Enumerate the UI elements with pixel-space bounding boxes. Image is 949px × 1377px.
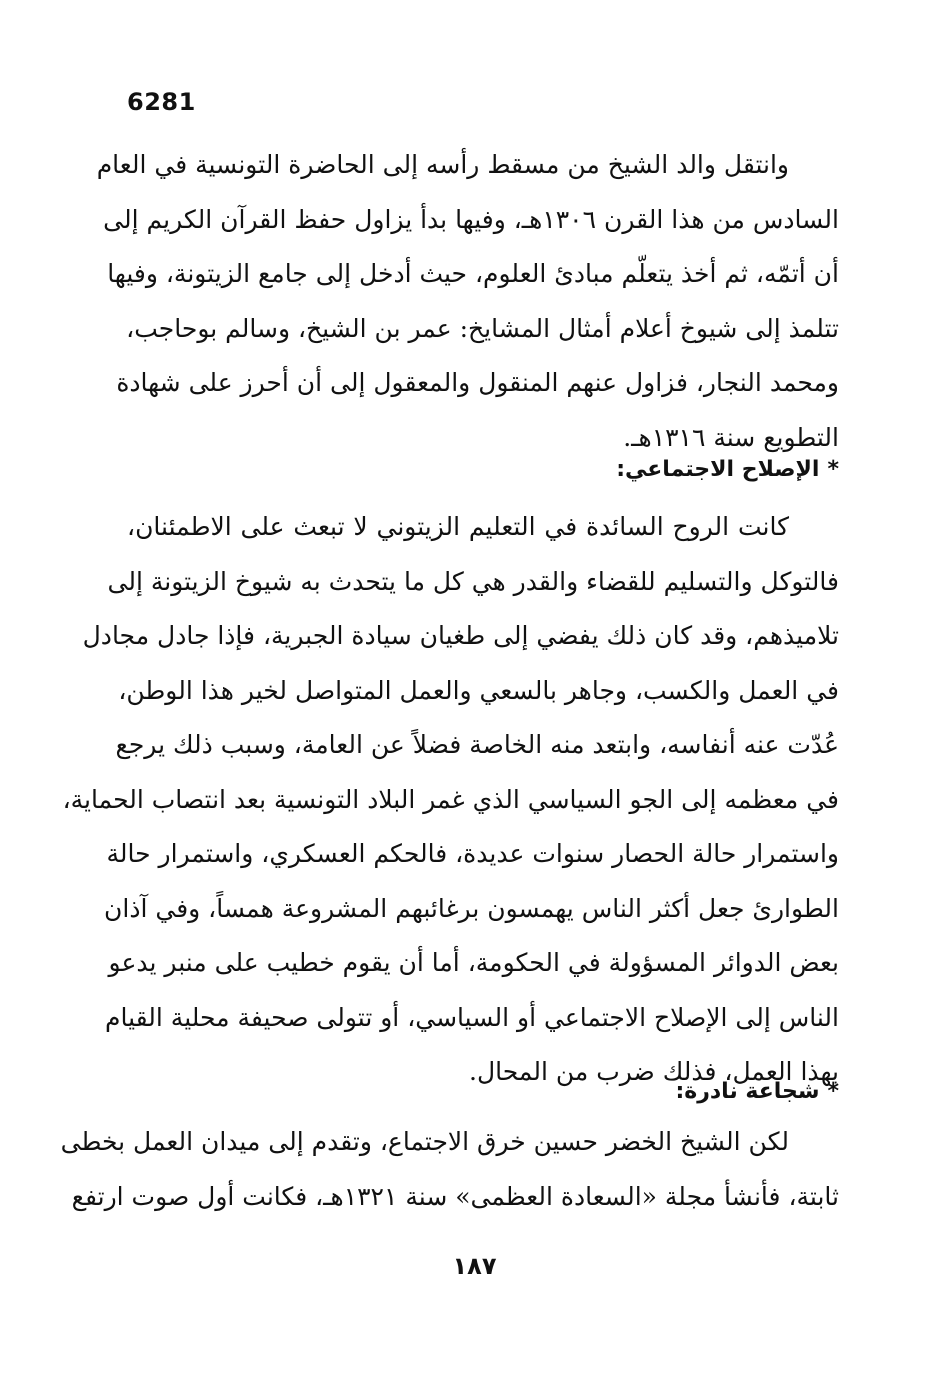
asterisk-marker: * [827, 1079, 839, 1104]
text-line: بعض الدوائر المسؤولة في الحكومة، أما أن يقوم خطيب على منبر يدعو [108, 948, 839, 977]
heading-text: شجاعة نادرة: [675, 1079, 820, 1104]
text-line: في العمل والكسب، وجاهر بالسعي والعمل المتواصل لخير هذا الوطن، [118, 675, 839, 705]
text-line: فالتوكل والتسليم للقضاء والقدر هي كل ما يتحدث به شيوخ الزيتونة إلى [107, 566, 839, 596]
text-line: تتلمذ إلى شيوخ أعلام أمثال المشايخ: عمر بن الشيخ، وسالم بوحاجب، [126, 313, 839, 343]
text-line: بهذا العمل، فذلك ضرب من المحال. [469, 1057, 839, 1086]
page-number: ١٨٧ [452, 1252, 497, 1280]
paragraph-social-reform [62, 500, 839, 1100]
text-line: السادس من هذا القرن ١٣٠٦هـ، وفيها بدأ يزاول حفظ القرآن الكريم إلى [103, 204, 839, 234]
text-line: في معظمه إلى الجو السياسي الذي غمر البلاد التونسية بعد انتصاب الحماية، [62, 784, 839, 814]
paragraph-fathers-move [96, 138, 839, 465]
text-line: تلاميذهم، وقد كان ذلك يفضي إلى طغيان سيادة الجبرية، فإذا جادل مجادل [82, 621, 839, 650]
text-line: ثابتة، فأنشأ مجلة «السعادة العظمى» سنة ١٣٢١هـ، فكانت أول صوت ارتفع [71, 1181, 839, 1211]
text-line: لكن الشيخ الخضر حسين خرق الاجتماع، وتقدم إلى ميدان العمل بخطى [60, 1127, 789, 1156]
text-line: كانت الروح السائدة في التعليم الزيتوني لا تبعث على الاطمئنان، [127, 512, 789, 541]
asterisk-marker: * [827, 457, 839, 482]
heading-text: الإصلاح الاجتماعي: [616, 457, 820, 482]
text-line: عُدّت عنه أنفاسه، وابتعد منه الخاصة فضلاً عن العامة، وسبب ذلك يرجع [115, 730, 839, 759]
text-line: ومحمد النجار، فزاول عنهم المنقول والمعقول إلى أن أحرز على شهادة [116, 368, 839, 397]
paragraph-rare-courage [60, 1115, 839, 1224]
text-line: الطوارئ جعل أكثر الناس يهمسون برغائبهم المشروعة همساً، وفي آذان [104, 893, 839, 923]
text-line: الناس إلى الإصلاح الاجتماعي أو السياسي، أو تتولى صحيفة محلية القيام [105, 1002, 839, 1032]
text-line: واستمرار حالة الحصار سنوات عديدة، فالحكم العسكري، واستمرار حالة [106, 839, 839, 868]
text-line: وانتقل والد الشيخ من مسقط رأسه إلى الحاضرة التونسية في العام [96, 150, 789, 179]
section-heading-rare-courage [127, 1072, 839, 1112]
reference-number: 6281 [127, 88, 196, 116]
text-line: أن أتمّه، ثم أخذ يتعلّم مبادئ العلوم، حيث أدخل إلى جامع الزيتونة، وفيها [107, 259, 839, 288]
section-heading-social-reform [127, 450, 839, 490]
text-line: التطويع سنة ١٣١٦هـ. [623, 422, 839, 452]
